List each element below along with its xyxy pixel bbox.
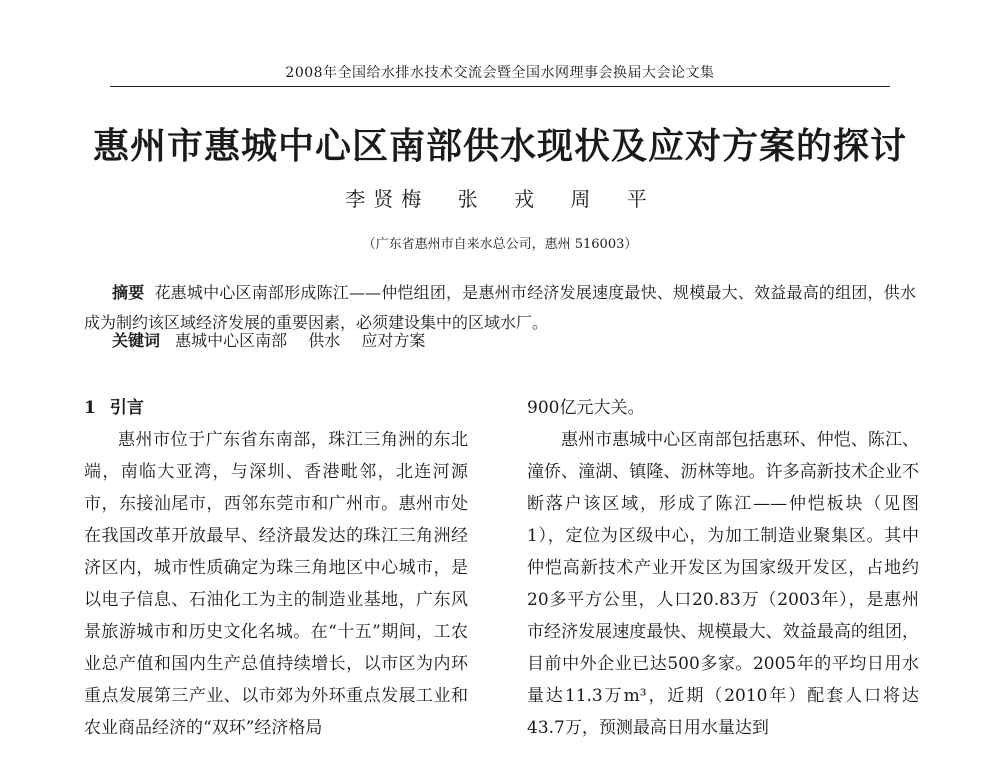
keyword: 惠城中心区南部 [175,331,288,350]
header-rule [110,86,890,87]
keyword: 应对方案 [361,331,426,350]
body-paragraph: 惠州市位于广东省东南部，珠江三角洲的东北端，南临大亚湾，与深圳、香港毗邻，北连河源市，东接汕尾市，西邻东莞市和广州市。惠州市处在我国改革开放最早、经济最发达的珠江三角洲经济区内，城市性质确定为珠三角地区中心城市，是以电子信息、石油化工为主的制造业基地，广东风景旅游城市和历史文化名城。在“十五”期间，工农业总产值和国内生产总值持续增长，以市区为内环重点发展第三产业、以市郊为外环重点发展工业和农业商品经济的“双环”经济格局 [84,430,468,738]
paper-title: 惠州市惠城中心区南部供水现状及应对方案的探讨 [92,126,907,167]
affiliation: （广东省惠州市自来水总公司，惠州 516003） [362,237,638,252]
section-title: 引言 [109,398,144,418]
keywords-label: 关键词 [112,331,161,350]
section-number: 1 [84,398,96,418]
running-header: 2008年全国给水排水技术交流会暨全国水网理事会换届大会论文集 [285,65,715,81]
body-paragraph-continuation: 900亿元大关。 [527,398,645,418]
keyword: 供水 [308,331,341,350]
authors: 李贤梅 张 戎 周 平 [345,187,655,211]
keywords [112,326,912,356]
abstract-label: 摘要 [112,283,145,302]
section-heading [84,392,468,424]
body-paragraph: 惠州市惠城中心区南部包括惠环、仲恺、陈江、潼侨、潼湖、镇隆、沥林等地。许多高新技术企业不断落户该区域，形成了陈江——仲恺板块（见图1），定位为区级中心，为加工制造业聚集区。其中仲恺高新技术产业开发区为国家级开发区，占地约20多平方公里，人口20.83万（2003年），是惠州市经济发展速度最快、规模最大、效益最高的组团，目前中外企业已达500多家。2005年的平均日用水量达11.3万m³，近期（2010年）配套人口将达43.7万，预测最高日用水量达到 [527,430,919,738]
right-column [527,392,919,744]
abstract-text: 花惠城中心区南部形成陈江——仲恺组团，是惠州市经济发展速度最快、规模最大、效益最高的组团，供水成为制约该区域经济发展的重要因素，必须建设集中的区域水厂。 [84,283,916,332]
left-column [84,392,468,744]
